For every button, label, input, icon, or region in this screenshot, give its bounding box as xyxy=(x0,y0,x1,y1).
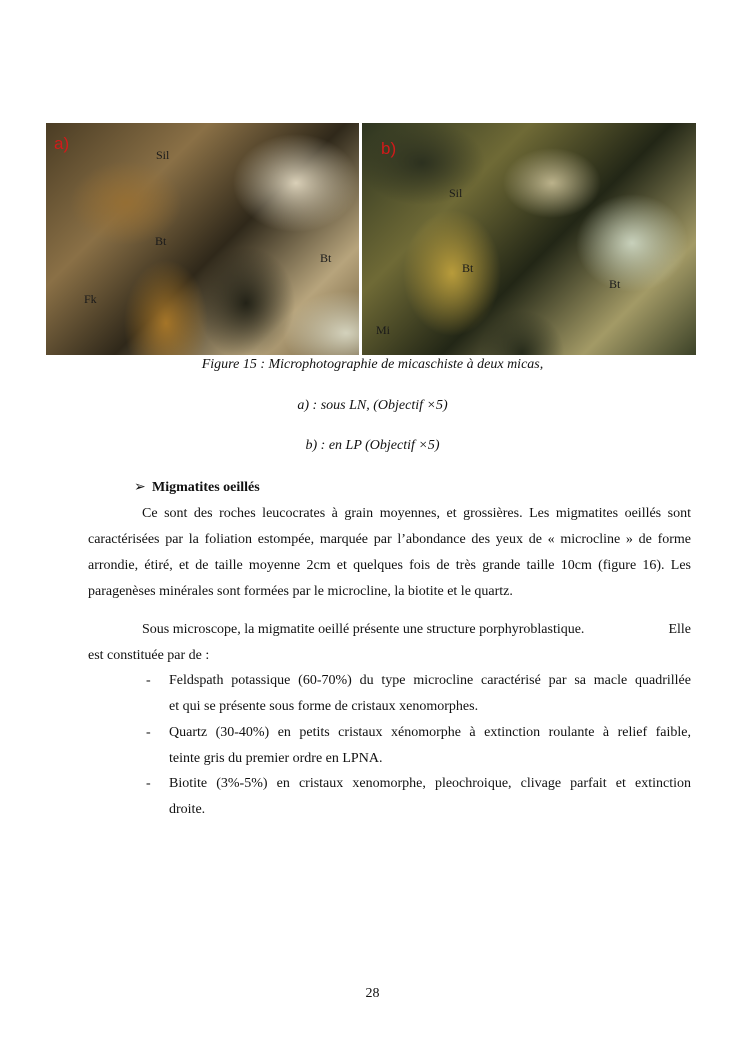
para2-line1-a: Sous microscope, la migmatite oeillé présente une structure porphyroblastique. xyxy=(142,622,585,637)
label-fk-a: Fk xyxy=(84,292,97,306)
para1-line1: Ce sont des roches leucocrates à grain moyennes, et grossières. Les migmatites oeillés sont xyxy=(142,506,691,521)
section-heading-text: Migmatites oeillés xyxy=(152,480,260,495)
bullet-1-line2: et qui se présente sous forme de cristaux xenomorphes. xyxy=(169,699,479,714)
panel-b-letter: b) xyxy=(381,139,397,158)
label-bt-b-1: Bt xyxy=(462,261,474,275)
para2-line2: est constituée par de : xyxy=(88,648,210,663)
para1-line4: paragenèses minérales sont formées par le microcline, la biotite et le quartz. xyxy=(88,584,513,599)
label-bt-a-1: Bt xyxy=(155,234,167,248)
bullet-3-line1: Biotite (3%-5%) en cristaux xenomorphe, pleochroique, clivage parfait et extinction xyxy=(169,776,691,791)
label-sil-a: Sil xyxy=(156,148,170,162)
micrograph-panel-a xyxy=(46,123,359,355)
bullet-3-line2: droite. xyxy=(169,802,206,817)
label-sil-b: Sil xyxy=(449,186,463,200)
section-heading xyxy=(134,479,260,496)
paragraph-2 xyxy=(88,617,691,669)
label-bt-a-2: Bt xyxy=(320,251,332,265)
para1-line2: caractérisées par la foliation estompée, marquée par l’abondance des yeux de « microcline » de forme xyxy=(88,532,691,547)
bullet-dash: - xyxy=(146,725,151,740)
page-number: 28 xyxy=(365,986,380,1001)
bullet-2-line1: Quartz (30-40%) en petits cristaux xénomorphe à extinction roulante à relief faible, xyxy=(169,725,691,740)
panel-a-letter: a) xyxy=(54,134,70,153)
bullet-dash: - xyxy=(146,776,151,791)
figure-caption-line2: a) : sous LN, (Objectif ×5) xyxy=(297,398,448,413)
para2-line1-b: Elle xyxy=(668,622,691,637)
paragraph-1 xyxy=(88,501,691,605)
label-bt-b-2: Bt xyxy=(609,277,621,291)
bullet-1-line1: Feldspath potassique (60-70%) du type microcline caractérisé par sa macle quadrillée xyxy=(169,673,691,688)
micrograph-panel-b xyxy=(362,123,696,355)
bullet-dash: - xyxy=(146,673,151,688)
bullet-2-line2: teinte gris du premier ordre en LPNA. xyxy=(169,751,383,766)
arrow-bullet-icon: ➢ xyxy=(134,480,146,495)
figure-caption-line1: Figure 15 : Microphotographie de micaschiste à deux micas, xyxy=(201,357,544,372)
para1-line3: arrondie, étiré, et de taille moyenne 2cm et quelques fois de très grande taille 10cm (figure 16). Les xyxy=(88,558,691,573)
label-mi-b: Mi xyxy=(376,323,391,337)
figure-caption-line3: b) : en LP (Objectif ×5) xyxy=(305,438,440,453)
